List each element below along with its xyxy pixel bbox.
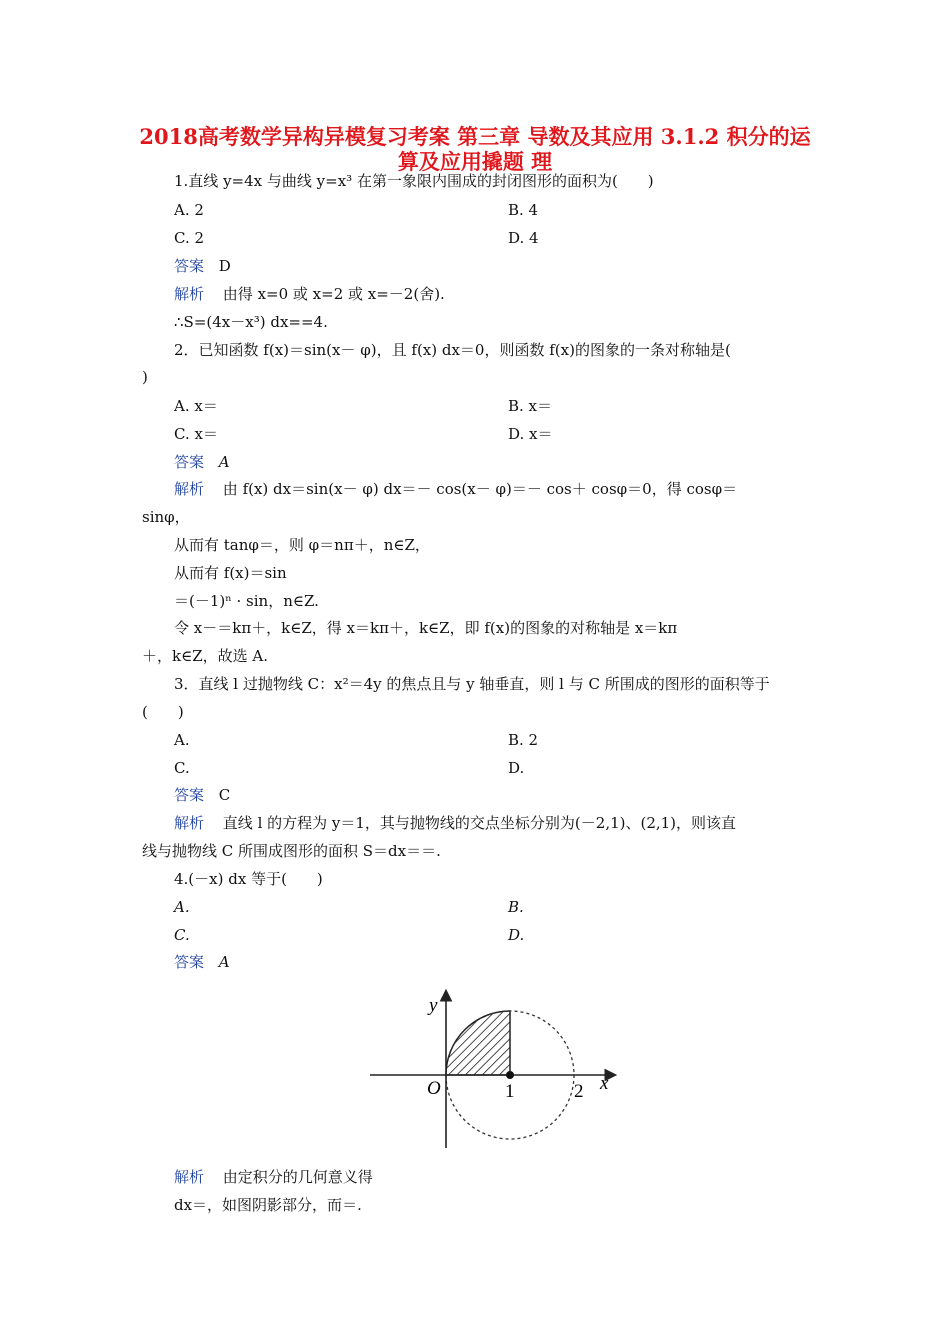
q1-answer: D xyxy=(218,257,231,275)
q3-option-c: C. xyxy=(174,759,190,777)
q1-answer-label: 答案 xyxy=(174,257,205,275)
q1-option-a: A. 2 xyxy=(174,201,204,219)
y-axis-label: y xyxy=(429,995,438,1016)
q2-analysis-line5: ＝(－1)ⁿ · sin，n∈Z. xyxy=(174,592,319,610)
q2-answer-label: 答案 xyxy=(174,453,205,471)
q1-analysis-line2: ∴S=(4x－x³) dx==4. xyxy=(174,313,328,331)
q3-answer: C xyxy=(218,786,231,804)
q3-analysis: 直线 l 的方程为 y＝1，其与抛物线的交点坐标分别为(－2,1)、(2,1)，则该直 xyxy=(222,814,737,832)
question-3-stem-cont: ( ) xyxy=(142,703,184,721)
q4-option-b: B. xyxy=(508,898,524,916)
q1-analysis-label: 解析 xyxy=(174,285,205,303)
document-title: 2018高考数学异构异模复习考案 第三章 导数及其应用 3.1.2 积分的运算及应用撬题 理 xyxy=(139,124,811,174)
q1-option-d: D. 4 xyxy=(508,229,539,247)
q4-answer-label: 答案 xyxy=(174,953,205,971)
q4-option-c: C. xyxy=(174,926,190,944)
q3-analysis-line2: 线与抛物线 C 所围成图形的面积 S＝dx＝＝. xyxy=(142,842,441,860)
q2-option-a: A. x＝ xyxy=(174,397,218,415)
integral-region-figure xyxy=(356,980,626,1158)
q3-answer-label: 答案 xyxy=(174,786,205,804)
q2-option-d: D. x＝ xyxy=(508,425,553,443)
q1-option-c: C. 2 xyxy=(174,229,205,247)
q2-option-c: C. x＝ xyxy=(174,425,218,443)
tick-label-1: 1 xyxy=(505,1081,515,1102)
q4-analysis-line2: dx＝，如图阴影部分，而＝. xyxy=(174,1196,362,1214)
q2-analysis-line3: 从而有 tanφ＝，则 φ＝nπ＋，n∈Z， xyxy=(174,536,430,554)
q3-option-a: A. xyxy=(174,731,190,749)
tick-label-2: 2 xyxy=(574,1081,584,1102)
q1-option-b: B. 4 xyxy=(508,201,539,219)
origin-label: O xyxy=(427,1078,441,1099)
q2-option-b: B. x＝ xyxy=(508,397,553,415)
x-axis-label: x xyxy=(600,1073,609,1094)
q2-analysis-label: 解析 xyxy=(174,480,205,498)
q3-option-d: D. xyxy=(508,759,525,777)
q4-analysis: 由定积分的几何意义得 xyxy=(222,1168,373,1186)
q2-analysis-line7: ＋，k∈Z，故选 A. xyxy=(142,647,268,665)
q4-answer: A xyxy=(218,953,230,971)
q2-analysis-line4: 从而有 f(x)＝sin xyxy=(174,564,287,582)
q1-analysis: 由得 x=0 或 x=2 或 x=－2(舍). xyxy=(222,285,445,303)
question-3-stem: 3．直线 l 过抛物线 C：x²＝4y 的焦点且与 y 轴垂直，则 l 与 C 所围成的图形的面积等于 xyxy=(174,675,770,693)
q3-option-b: B. 2 xyxy=(508,731,539,749)
question-4-stem: 4.(－x) dx 等于( ) xyxy=(174,870,323,888)
q2-analysis: 由 f(x) dx＝sin(x－ φ) dx＝－ cos(x－ φ)＝－ cos＋ cosφ＝0，得 cosφ＝ xyxy=(222,480,738,498)
q4-option-d: D. xyxy=(508,926,525,944)
question-2-stem-cont: ) xyxy=(142,368,148,386)
q3-analysis-label: 解析 xyxy=(174,814,205,832)
question-1-stem: 1.直线 y=4x 与曲线 y=x³ 在第一象限内围成的封闭图形的面积为( ) xyxy=(174,172,654,190)
question-2-stem: 2．已知函数 f(x)＝sin(x－ φ)，且 f(x) dx＝0，则函数 f(x)的图象的一条对称轴是( xyxy=(174,341,731,359)
q2-analysis-line6: 令 x－＝kπ＋，k∈Z，得 x＝kπ＋，k∈Z，即 f(x)的图象的对称轴是 x＝kπ xyxy=(174,619,678,637)
center-point xyxy=(506,1071,514,1079)
q2-analysis-line2: sinφ， xyxy=(142,508,190,526)
q4-option-a: A. xyxy=(174,898,190,916)
q2-answer: A xyxy=(218,453,230,471)
shaded-region xyxy=(446,1011,510,1075)
q4-analysis-label: 解析 xyxy=(174,1168,205,1186)
